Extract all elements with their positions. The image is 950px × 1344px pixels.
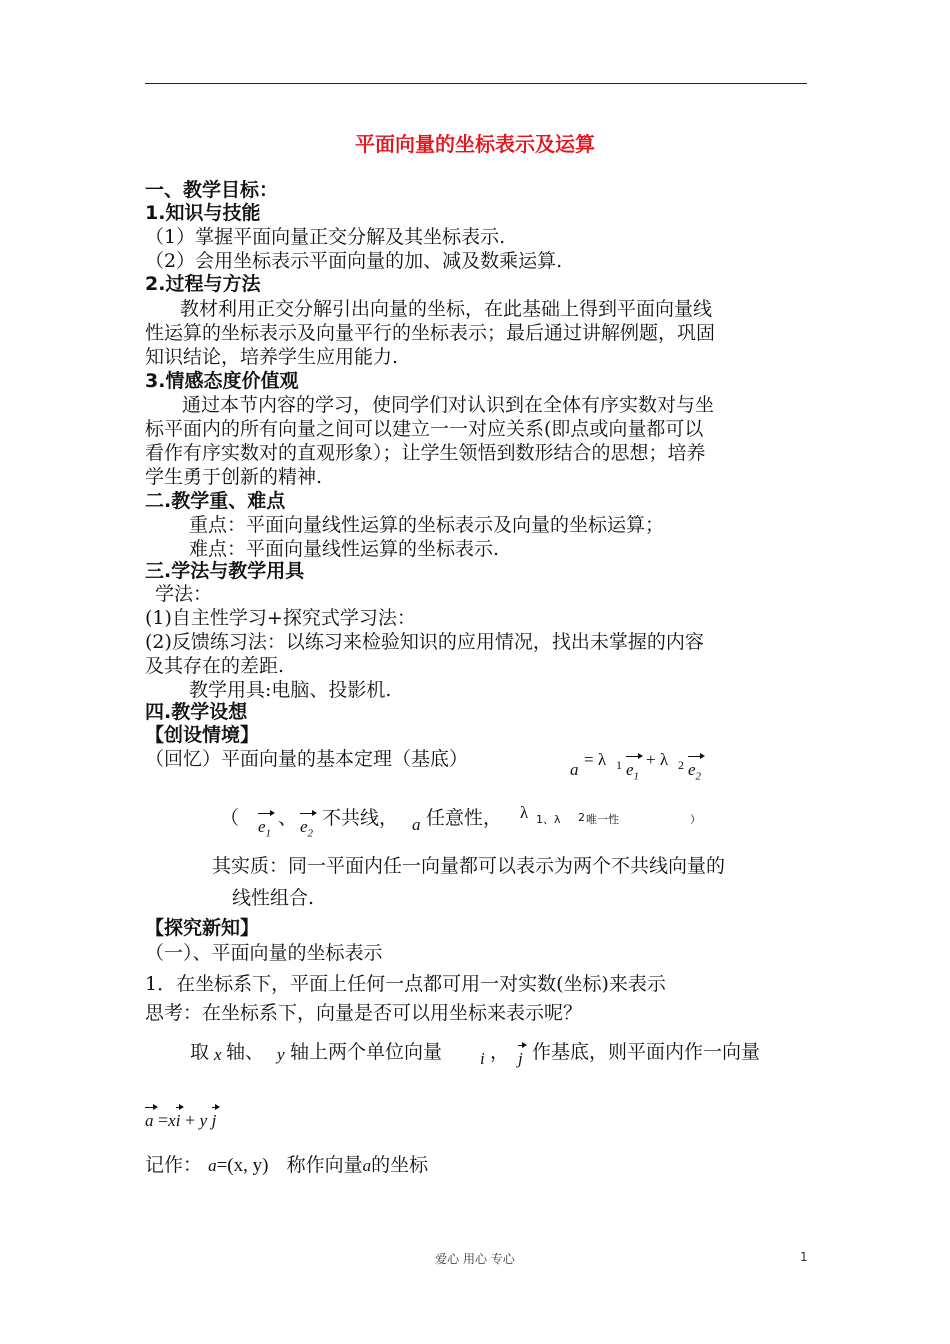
record-a2: a — [362, 1156, 372, 1175]
i-vec: i — [480, 1049, 485, 1068]
formula-e2: $e_2$ — [688, 760, 702, 783]
decomp-i: i — [175, 1111, 181, 1130]
process-line-3: 知识结论，培养学生应用能力. — [145, 346, 399, 368]
take-text: 取 — [190, 1041, 210, 1063]
vector-decomposition — [145, 1110, 216, 1131]
section1-heading: 一、教学目标： — [145, 179, 279, 201]
top-rule — [145, 83, 807, 84]
method-2-line-2: 及其存在的差距. — [145, 655, 285, 677]
values-line-1: 通过本节内容的学习，使同学们对认识到在全体有序实数对与坐 — [182, 394, 715, 416]
j-vec: j — [518, 1049, 523, 1068]
lambda-1: λ — [520, 803, 529, 822]
formula-equals-lambda: = λ — [584, 750, 607, 769]
lambda-sep: 1、λ — [536, 813, 561, 826]
page-number: 1 — [800, 1250, 808, 1264]
decomp-x: x — [168, 1111, 176, 1130]
key-point: 重点：平面向量线性运算的坐标表示及向量的坐标运算； — [189, 514, 665, 536]
cond-sep: 、 — [278, 807, 298, 829]
cond-a: a — [412, 815, 421, 834]
page-title: 平面向量的坐标表示及运算 — [355, 132, 595, 156]
subsection-process: 2.过程与方法 — [145, 273, 261, 295]
conditions-close-paren: ） — [690, 813, 701, 826]
cond-e2: $e_2$ — [300, 817, 314, 840]
decomp-plus: + — [184, 1110, 196, 1130]
record-a: a — [208, 1156, 217, 1175]
subheading-explore: 【探究新知】 — [145, 917, 260, 939]
method-label: 学法： — [155, 583, 213, 605]
decomp-j: j — [211, 1111, 217, 1130]
section3-heading: 三.学法与教学用具 — [145, 560, 305, 582]
values-line-4: 学生勇于创新的精神. — [145, 466, 323, 488]
recall-text: （回忆）平面向量的基本定理（基底） — [145, 748, 469, 770]
difficult-point: 难点：平面向量线性运算的坐标表示. — [189, 538, 500, 560]
goal-1: （1）掌握平面向量正交分解及其坐标表示. — [145, 226, 506, 248]
unit-vectors-line — [190, 1037, 810, 1077]
goal-2: （2）会用坐标表示平面向量的加、减及数乘运算. — [145, 250, 563, 272]
formula-e1: $e_1$ — [626, 760, 640, 783]
y-axis-text: 轴上两个单位向量 — [290, 1041, 443, 1063]
conditions-line — [220, 803, 720, 843]
subheading-scenario: 【创设情境】 — [145, 724, 260, 746]
subsection-values: 3.情感态度价值观 — [145, 370, 299, 392]
cond-e1: $e_1$ — [258, 817, 272, 840]
method-1: (1)自主性学习+探究式学习法： — [145, 607, 416, 629]
lambda-sub-2: 2 — [578, 811, 585, 824]
y-var: y — [277, 1045, 285, 1064]
comma: ， — [490, 1041, 510, 1063]
decomp-y: y — [199, 1111, 208, 1130]
x-axis-text: 轴、 — [226, 1041, 265, 1063]
basis-text: 作基底，则平面内作一向量 — [532, 1041, 761, 1063]
item-1: 1．在坐标系下，平面上任何一点都可用一对实数(坐标)来表示 — [145, 973, 666, 995]
decomp-a: a — [145, 1111, 154, 1130]
record-tail: 称作向量 — [286, 1154, 363, 1176]
record-value: =(x, y) — [216, 1155, 269, 1176]
process-line-1: 教材利用正交分解引出向量的坐标，在此基础上得到平面向量线 — [180, 298, 713, 320]
formula-sub-1: 1 — [616, 758, 622, 772]
section4-heading: 四.教学设想 — [145, 701, 248, 723]
teaching-tools: 教学用具:电脑、投影机. — [189, 679, 392, 701]
arbitrary-text: 任意性， — [426, 807, 503, 829]
essence-line-1: 其实质：同一平面内任一向量都可以表示为两个不共线向量的 — [212, 855, 726, 877]
subsection-knowledge: 1.知识与技能 — [145, 202, 261, 224]
process-line-2: 性运算的坐标表示及向量平行的坐标表示；最后通过讲解例题，巩固 — [145, 322, 716, 344]
coordinate-notation — [145, 1150, 428, 1177]
section2-heading: 二.教学重、难点 — [145, 490, 286, 512]
decomp-eq: = — [158, 1110, 169, 1130]
values-line-2: 标平面内的所有向量之间可以建立一一对应关系(即点或向量都可以 — [145, 418, 704, 440]
conditions-open-paren: （ — [220, 807, 240, 829]
part1-heading: （一）、平面向量的坐标表示 — [145, 942, 383, 964]
x-var: x — [214, 1045, 222, 1064]
essence-line-2: 线性组合. — [232, 887, 315, 909]
formula-plus-lambda: + λ — [646, 750, 669, 769]
think-question: 思考：在坐标系下，向量是否可以用坐标来表示呢？ — [145, 1002, 583, 1024]
unique-text: 唯一性 — [586, 813, 619, 826]
record-end: 的坐标 — [371, 1154, 429, 1176]
method-2-line-1: (2)反馈练习法：以练习来检验知识的应用情况，找出未掌握的内容 — [145, 631, 704, 653]
values-line-3: 看作有序实数对的直观形象）；让学生领悟到数形结合的思想；培养 — [145, 442, 706, 464]
formula-sub-2: 2 — [678, 758, 684, 772]
footer-motto: 爱心 用心 专心 — [435, 1252, 515, 1266]
not-collinear-text: 不共线， — [322, 807, 399, 829]
record-label: 记作： — [145, 1154, 203, 1176]
formula-a: a — [570, 760, 579, 779]
